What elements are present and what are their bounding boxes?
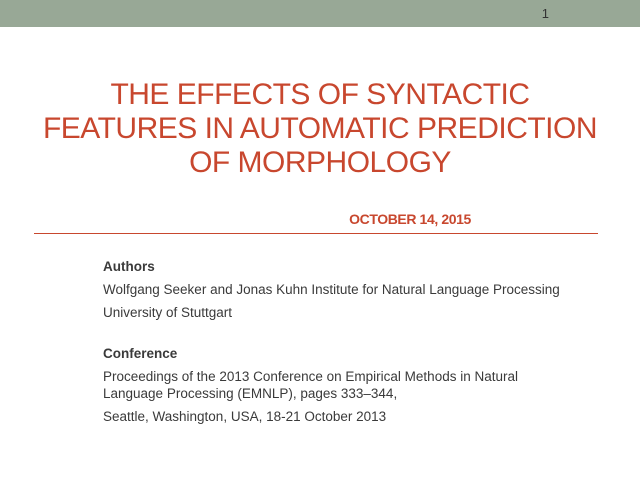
authors-heading: Authors (103, 259, 155, 274)
slide-date: OCTOBER 14, 2015 (349, 211, 471, 227)
authors-affiliation: University of Stuttgart (103, 305, 233, 320)
title-divider (34, 233, 598, 234)
authors-names: Wolfgang Seeker and Jonas Kuhn Institute for Natural Language Processing (103, 282, 560, 297)
slide-body (103, 258, 563, 431)
conference-proceedings: Proceedings of the 2013 Conference on Empirical Methods in Natural Language Processing (EMNLP), pages 333–344, (103, 369, 518, 401)
slide-number: 1 (541, 6, 549, 21)
conference-heading: Conference (103, 346, 178, 361)
section-gap (103, 327, 563, 345)
slide-title: THE EFFECTS OF SYNTACTIC FEATURES IN AUTOMATIC PREDICTION OF MORPHOLOGY (42, 78, 598, 179)
conference-location: Seattle, Washington, USA, 18-21 October 2013 (103, 409, 387, 424)
